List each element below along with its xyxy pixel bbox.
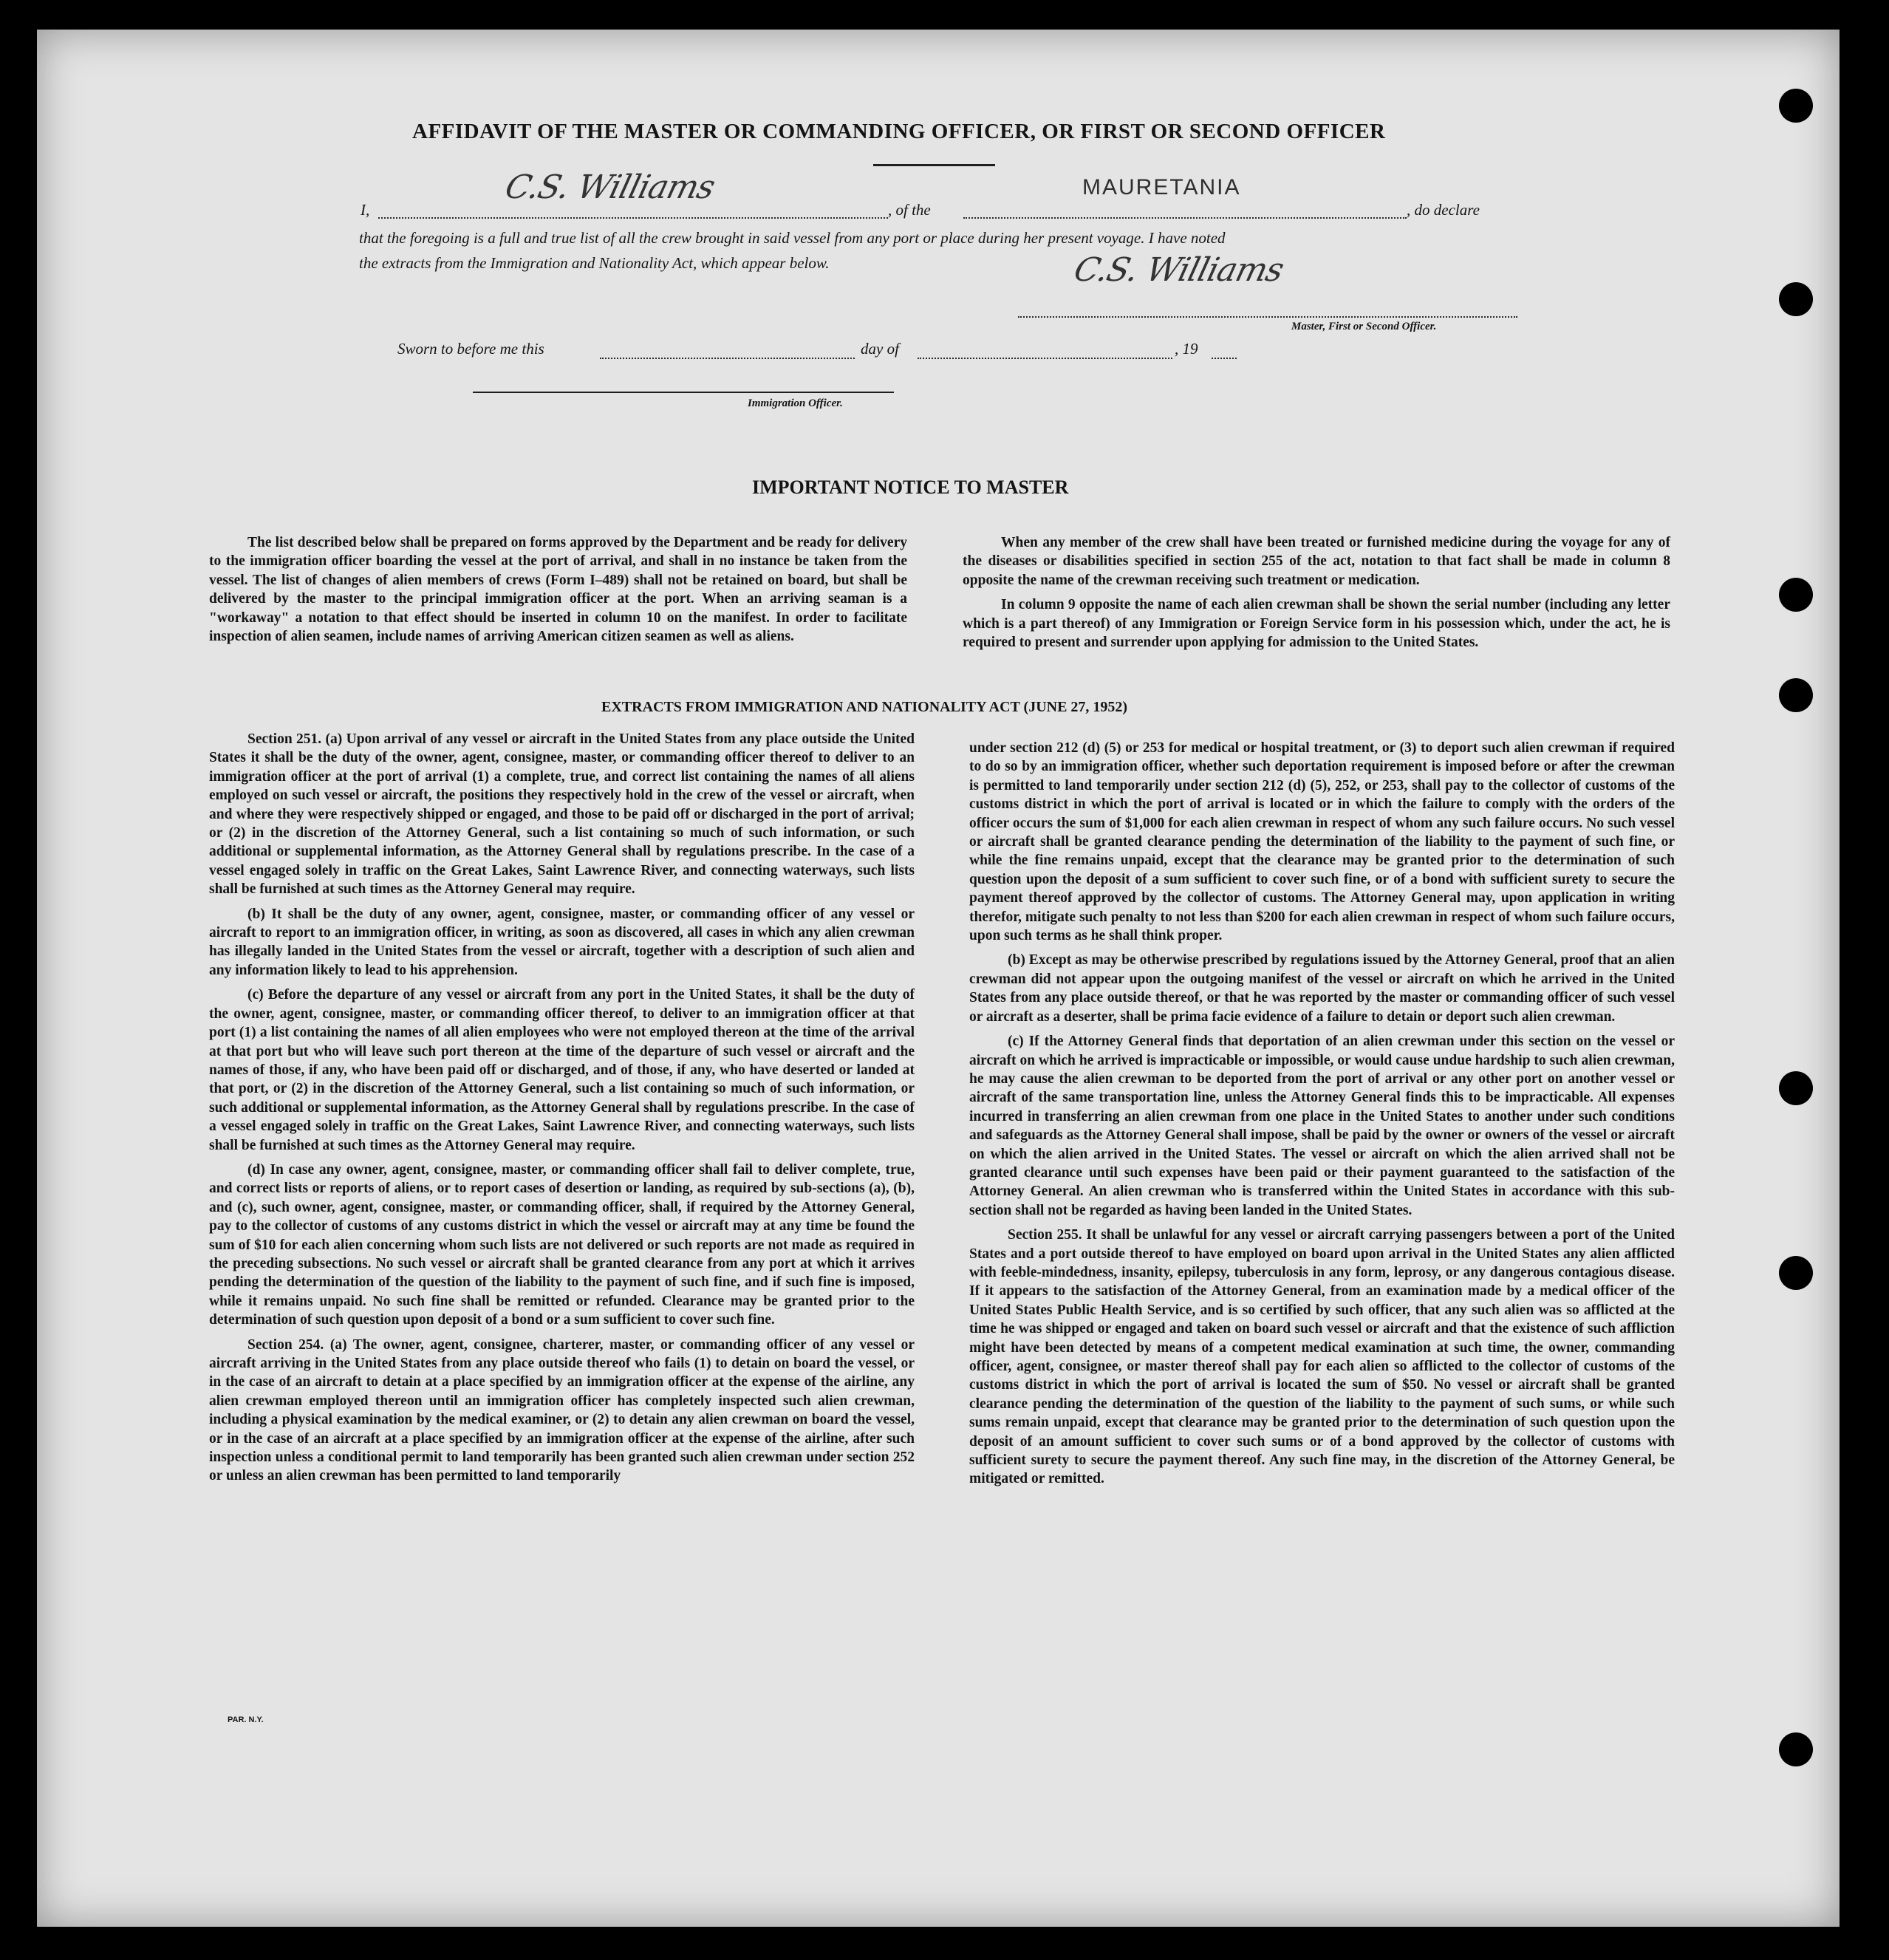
section-254b: (b) Except as may be otherwise prescribed by regulations issued by the Attorney General, proof that an alien crewman did not appear upon the outgoing manifest of the vessel or aircraft on which he arrived in the United States from any place outside thereof, or that he was reported by the master or commanding officer of such vessel or aircraft as a deserter, shall be prima facie evidence of a failure to detain or deport such alien crewman. xyxy=(969,952,1675,1025)
year-label: , 19 xyxy=(1175,340,1198,358)
binder-hole xyxy=(1779,89,1813,123)
binder-hole xyxy=(1779,1732,1813,1766)
extracts-heading: EXTRACTS FROM IMMIGRATION AND NATIONALITY ACT (JUNE 27, 1952) xyxy=(601,699,1128,715)
declaration-line-3: the extracts from the Immigration and Nationality Act, which appear below. xyxy=(359,254,830,272)
section-255: Section 255. It shall be unlawful for any vessel or aircraft carrying passengers between a port of the United States and a port outside thereof to have employed on board upon arrival in the United States any alien afflicted with feeble-mindedness, insanity, epilepsy, tuberculosis in any form, leprosy, or any dangerous contagious disease. If it appears to the satisfaction of the Attorney General, from an examination made by a medical officer of the United States Public Health Service, and is so certified by such officer, that any such alien was so afflicted at the time he was shipped or engaged and taken on board such vessel or aircraft and that the existence of such affliction might have been detected by means of a competent medical examination at such time, the owner, commanding officer, agent, consignee, or master thereof shall pay for each alien so afflicted to the collector of customs of the customs district in which the port of arrival is located the sum of $50. No vessel or aircraft shall be granted clearance pending the determination of the question of the liability to the payment of such sums, or while such sums remain unpaid, except that clearance may be granted prior to the determination of such question upon the deposit of an amount sufficient to cover such sums or of a bond approved by the collector of customs with sufficient surety to secure the payment thereof. Any such fine may, in the discretion of the Attorney General, be mitigated or remitted. xyxy=(969,1227,1675,1487)
name-signature: C.S. Williams xyxy=(501,168,719,206)
declaration-line-2: that the foregoing is a full and true list of all the crew brought in said vessel from any port or place during her present voyage. I have noted xyxy=(359,229,1226,247)
declare-label: , do declare xyxy=(1407,201,1480,219)
sworn-day-line xyxy=(600,358,855,359)
sworn-month-line xyxy=(918,358,1172,359)
name-line xyxy=(378,217,888,219)
notice-heading: IMPORTANT NOTICE TO MASTER xyxy=(752,477,1069,498)
binder-hole xyxy=(1779,678,1813,712)
section-251d: (d) In case any owner, agent, consignee, master, or commanding officer shall fail to deliver complete, true, and correct lists or reports of aliens, or to report cases of desertion or landing, as required by sub-sections (a), (b), and (c), such owner, agent, consignee, master, or commanding officer, shall, if required by the Attorney General, pay to the collector of customs of any customs district in which the vessel or aircraft may at any time be found the sum of $10 for each alien concerning whom such lists are not delivered or such reports are not made as required in the preceding subsections. No such vessel or aircraft shall be granted clearance from any port at which it arrives pending the determination of the question of the liability to the payment of such fine, and if such fine is imposed, while it remains unpaid. No such fine shall be remitted or refunded. Clearance may be granted prior to the determination of such question upon deposit of a bond or a sum sufficient to cover such fine. xyxy=(209,1161,915,1328)
extracts-left-column xyxy=(209,730,915,1486)
extracts-right-column xyxy=(969,739,1675,1489)
i-label: I, xyxy=(361,201,370,219)
affidavit-title: AFFIDAVIT OF THE MASTER OR COMMANDING OFFICER, OR FIRST OR SECOND OFFICER xyxy=(412,120,1386,143)
notice-left-column xyxy=(209,533,907,646)
binder-hole xyxy=(1779,1071,1813,1105)
section-251b: (b) It shall be the duty of any owner, agent, consignee, master, or commanding officer of any vessel or aircraft to report to an immigration officer, in writing, as soon as discovered, all cases in which any alien crewman has illegally landed in the United States from the vessel or aircraft, together with a description of such alien and any information likely to lead to his apprehension. xyxy=(209,906,915,978)
notice-paragraph: In column 9 opposite the name of each alien crewman shall be shown the serial number (including any letter which is a part thereof) of any Immigration or Foreign Service form in his possession which, under the act, he is required to present and surrender upon applying for admission to the United States. xyxy=(963,597,1670,651)
title-divider xyxy=(873,164,995,166)
notice-paragraph: When any member of the crew shall have been treated or furnished medicine during the voyage for any of the diseases or disabilities specified in section 255 of the act, notation to that fact shall be made in column 8 opposite the name of the crewman receiving such treatment or medication. xyxy=(963,535,1670,588)
master-caption: Master, First or Second Officer. xyxy=(1291,321,1437,332)
printer-mark: PAR. N.Y. xyxy=(228,1715,264,1724)
sworn-label: Sworn to before me this xyxy=(397,340,544,358)
master-signature-line xyxy=(1018,316,1517,318)
year-line xyxy=(1212,358,1237,359)
day-of-label: day of xyxy=(861,340,899,358)
binder-hole xyxy=(1779,578,1813,612)
notice-right-column xyxy=(963,533,1670,652)
section-254c: (c) If the Attorney General finds that deportation of an alien crewman under this section on the vessel or aircraft on which he arrived is impracticable or impossible, or would cause undue hardship to such alien crewman, he may cause the alien crewman to be deported from the port of arrival or any other port on another vessel or aircraft of the same transportation line, unless the Attorney General finds this to be impracticable. All expenses incurred in transferring an alien crewman from one place in the United States to another under such conditions and safeguards as the Attorney General shall impose, shall be paid by the owner or owners of the vessel or aircraft on which the alien arrived in the United States. The vessel or aircraft on which the alien arrived shall not be granted clearance until such expenses have been paid or their payment guaranteed to the satisfaction of the Attorney General. An alien crewman who is transferred within the United States in accordance with this sub-section shall not be regarded as having been landed in the United States. xyxy=(969,1034,1675,1218)
master-signature: C.S. Williams xyxy=(1070,251,1288,289)
vessel-line xyxy=(963,217,1407,219)
vessel-name-stamp: MAURETANIA xyxy=(1082,175,1241,199)
binder-hole xyxy=(1779,282,1813,316)
section-254a: Section 254. (a) The owner, agent, consignee, charterer, master, or commanding officer of any vessel or aircraft arriving in the United States from any place outside thereof who fails (1) to detain on board the vessel, or in the case of an aircraft to detain at a place specified by an immigration officer at the expense of the airline, any alien crewman employed thereon until an immigration officer has completely inspected such alien crewman, including a physical examination by the medical examiner, or (2) to detain any alien crewman on board the vessel, or in the case of an aircraft at a place specified by an immigration officer at the expense of the airline, after such inspection unless a conditional permit to land temporarily has been granted such alien crewman under section 252 or unless an alien crewman has been permitted to land temporarily xyxy=(209,1336,915,1484)
officer-signature-line xyxy=(473,392,894,393)
binder-hole xyxy=(1779,1256,1813,1290)
officer-caption: Immigration Officer. xyxy=(748,397,843,409)
section-251a: Section 251. (a) Upon arrival of any vessel or aircraft in the United States from any place outside the United States it shall be the duty of the owner, agent, consignee, master, or commanding officer thereof to deliver to an immigration officer at the port of arrival (1) a complete, true, and correct list containing the names of all aliens employed on such vessel or aircraft, the positions they respectively hold in the crew of the vessel or aircraft, when and where they were respectively shipped or engaged, and those to be paid off or discharged in the port of arrival; or (2) in the discretion of the Attorney General, such a list containing so much of such information, or such additional or supplemental information, as the Attorney General shall by regulations prescribe. In the case of a vessel engaged solely in traffic on the Great Lakes, Saint Lawrence River, and connecting waterways, such lists shall be furnished at such times as the Attorney General may require. xyxy=(209,731,915,898)
section-251c: (c) Before the departure of any vessel or aircraft from any port in the United States, it shall be the duty of the owner, agent, consignee, master, or commanding officer thereof, to deliver to an immigration officer at that port (1) a list containing the names of all alien employees who were not employed thereon at the time of the arrival at that port but who will leave such port thereon at the time of the departure of such vessel or aircraft and the names of those, if any, who have been paid off or discharged, and of those, if any, who have deserted or landed at that port, or (2) in the discretion of the Attorney General, such a list containing so much of such information, or such additional or supplemental information, as the Attorney General shall by regulations prescribe. In the case of a vessel engaged solely in traffic on the Great Lakes, Saint Lawrence River, and connecting waterways, such lists shall be furnished at such times as the Attorney General may require. xyxy=(209,987,915,1153)
notice-paragraph: The list described below shall be prepared on forms approved by the Department and be ready for delivery to the immigration officer boarding the vessel at the port of arrival, and shall in no instance be taken from the vessel. The list of changes of alien members of crews (Form I–489) shall not be retained on board, but shall be delivered by the master to the principal immigration officer at the port. When an arriving seaman is a "workaway" a notation to that effect should be inserted in column 10 on the manifest. In order to facilitate inspection of alien seamen, include names of arriving American citizen seamen as well as aliens. xyxy=(209,535,907,645)
of-the-label: , of the xyxy=(888,201,931,219)
section-254a-continued: under section 212 (d) (5) or 253 for medical or hospital treatment, or (3) to deport such alien crewman if required to do so by an immigration officer, whether such deportation requirement is imposed before or after the crewman is permitted to land temporarily under section 212 (d) (5), 252, or 253, shall pay to the collector of customs of the customs district in which the port of arrival is located or in which the failure to comply with the orders of the officer occurs the sum of $1,000 for each alien crewman in respect of whom any such failure occurs. No such vessel or aircraft shall be granted clearance pending the determination of the liability to the payment of such fine, or while the fine remains unpaid, except that the clearance may be granted prior to the determination of such question upon the deposit of a sum sufficient to cover such fine, or of a bond with sufficient surety to secure the payment thereof approved by the collector of customs. The Attorney General may, upon application in writing therefor, mitigate such penalty to not less than $200 for each alien crewman in respect of whom such failure occurs, upon such terms as he shall think proper. xyxy=(969,740,1675,944)
